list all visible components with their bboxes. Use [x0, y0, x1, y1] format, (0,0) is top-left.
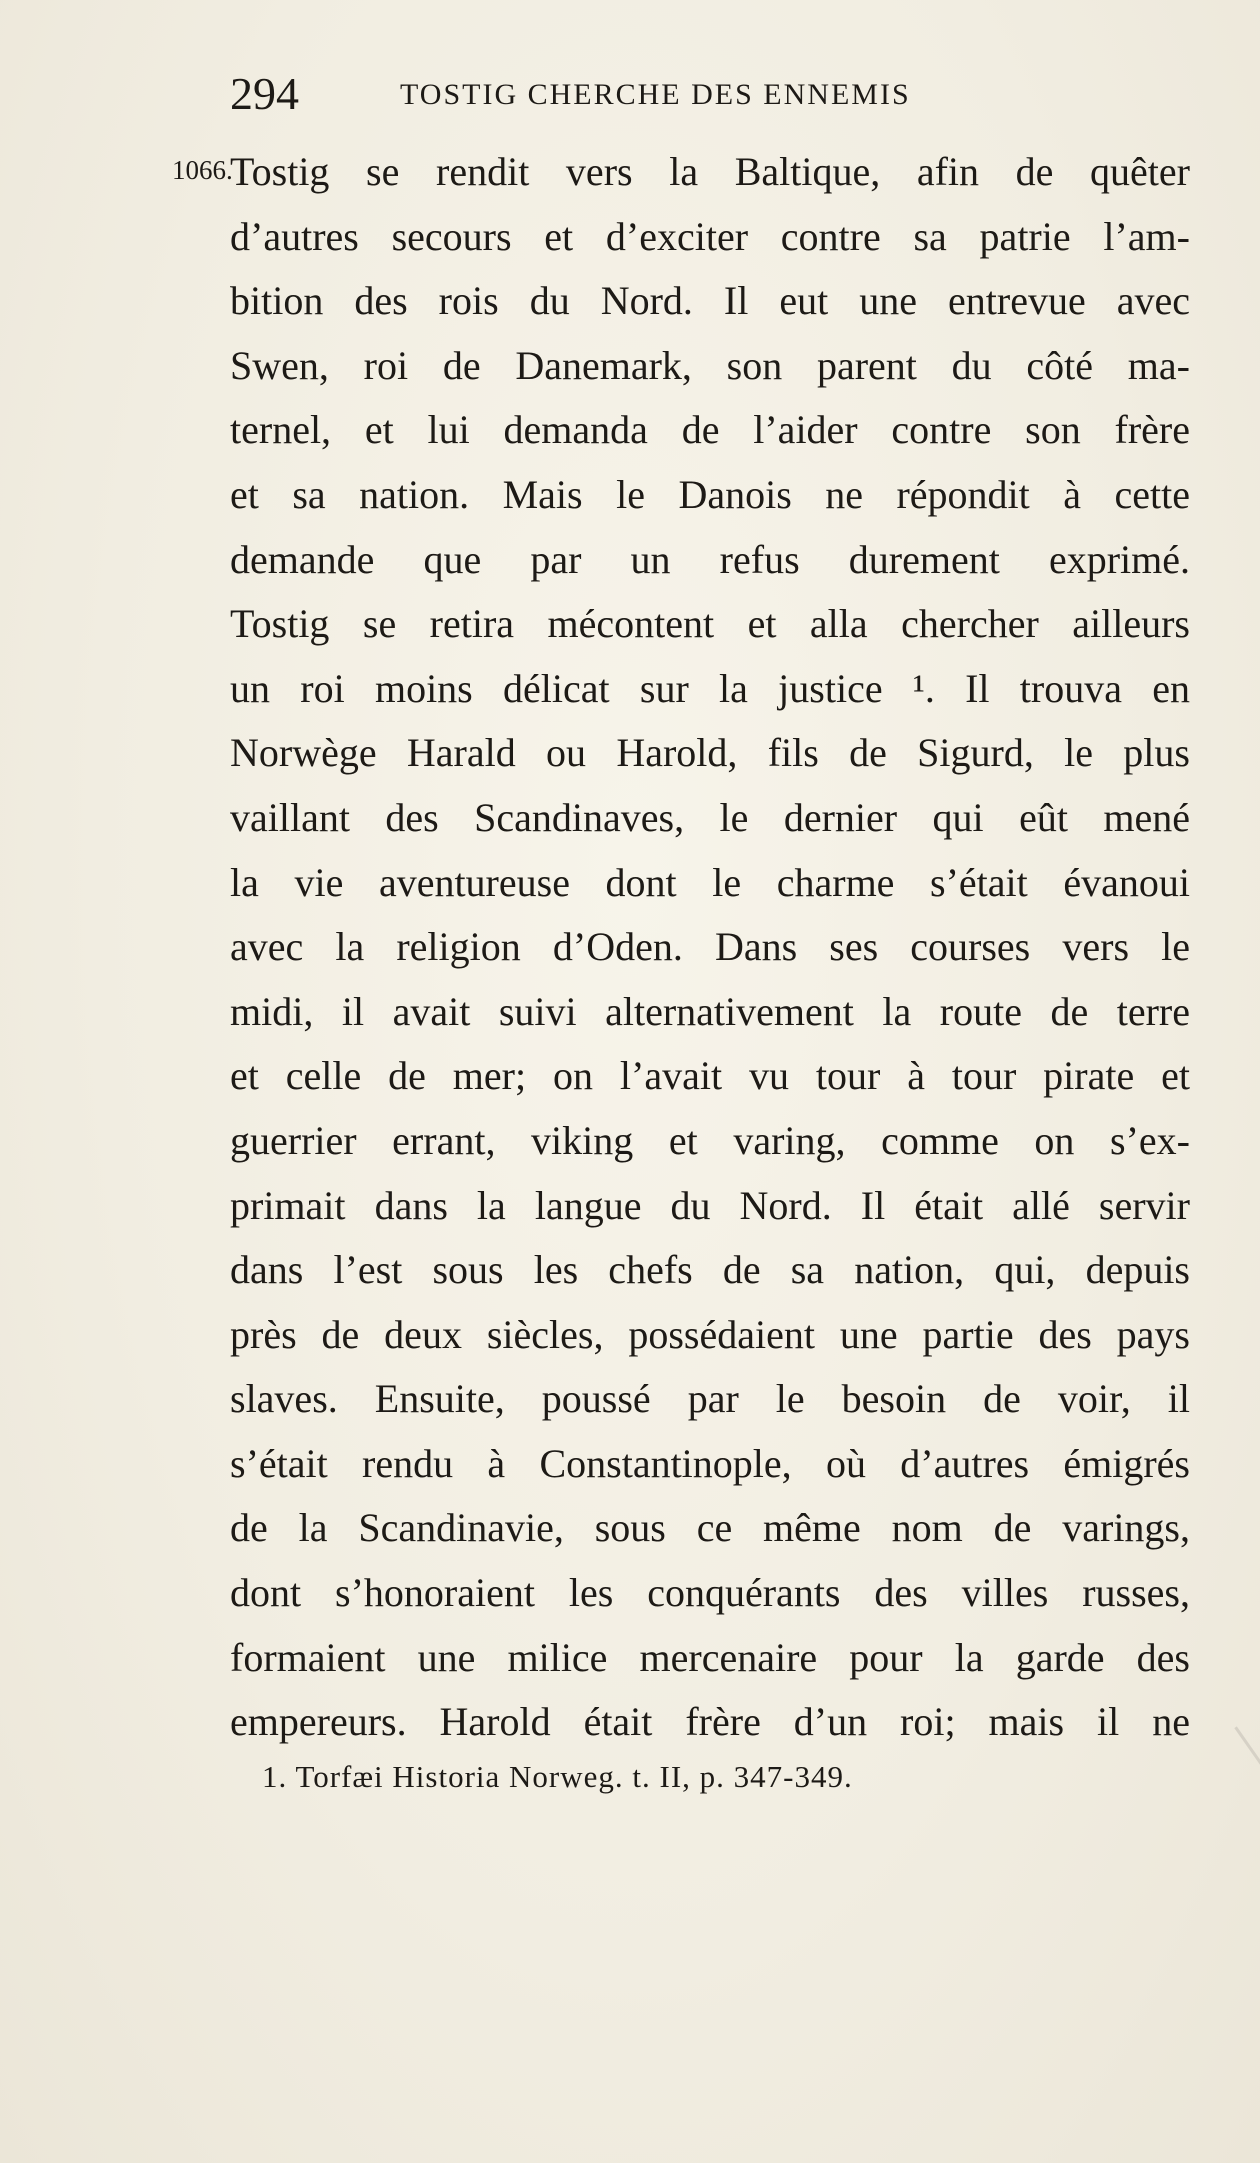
text-line: d’autres secours et d’exciter contre sa patrie l’am- — [230, 213, 1190, 259]
body-text — [230, 140, 1190, 1755]
text-line: Tostig se rendit vers la Baltique, afin de quêter — [230, 149, 1190, 194]
text-line: formaient une milice mercenaire pour la garde des — [230, 1634, 1190, 1680]
text-line: la vie aventureuse dont le charme s’était évanoui — [230, 859, 1190, 905]
text-line: demande que par un refus durement exprimé. — [230, 536, 1190, 582]
text-line: Swen, roi de Danemark, son parent du côté ma- — [230, 342, 1190, 388]
text-line: s’était rendu à Constantinople, où d’autres émigrés — [230, 1440, 1190, 1486]
text-line: primait dans la langue du Nord. Il était allé servir — [230, 1182, 1190, 1228]
text-line: et celle de mer; on l’avait vu tour à tour pirate et — [230, 1053, 1190, 1099]
page-header — [230, 64, 1020, 124]
text-line: près de deux siècles, possédaient une partie des pays — [230, 1311, 1190, 1357]
text-line: ternel, et lui demanda de l’aider contre son frère — [230, 407, 1190, 453]
margin-year: 1066. — [172, 155, 233, 185]
text-line: guerrier errant, viking et varing, comme on s’ex- — [230, 1117, 1190, 1163]
running-title: TOSTIG CHERCHE DES ENNEMIS — [400, 78, 911, 111]
footnote: 1. Torfæi Historia Norweg. t. II, p. 347-349. — [262, 1759, 853, 1794]
text-line: Norwège Harald ou Harold, fils de Sigurd, le plus — [230, 730, 1190, 776]
page-number: 294 — [230, 68, 299, 119]
text-line: midi, il avait suivi alternativement la route de terre — [230, 988, 1190, 1034]
paper-mark — [1234, 1726, 1260, 1793]
text-line: dans l’est sous les chefs de sa nation, qui, depuis — [230, 1247, 1190, 1293]
text-line: vaillant des Scandinaves, le dernier qui eût mené — [230, 794, 1190, 840]
text-line: de la Scandinavie, sous ce même nom de varings, — [230, 1505, 1190, 1551]
text-line: Tostig se retira mécontent et alla chercher ailleurs — [230, 601, 1190, 647]
text-line: slaves. Ensuite, poussé par le besoin de voir, il — [230, 1376, 1190, 1422]
text-line: avec la religion d’Oden. Dans ses courses vers le — [230, 924, 1190, 970]
text-line: empereurs. Harold était frère d’un roi; mais il ne — [230, 1699, 1190, 1745]
text-line: dont s’honoraient les conquérants des villes russes, — [230, 1570, 1190, 1616]
text-line: bition des rois du Nord. Il eut une entrevue avec — [230, 278, 1190, 324]
text-line: un roi moins délicat sur la justice ¹. Il trouva en — [230, 665, 1190, 711]
text-line: et sa nation. Mais le Danois ne répondit à cette — [230, 471, 1190, 517]
